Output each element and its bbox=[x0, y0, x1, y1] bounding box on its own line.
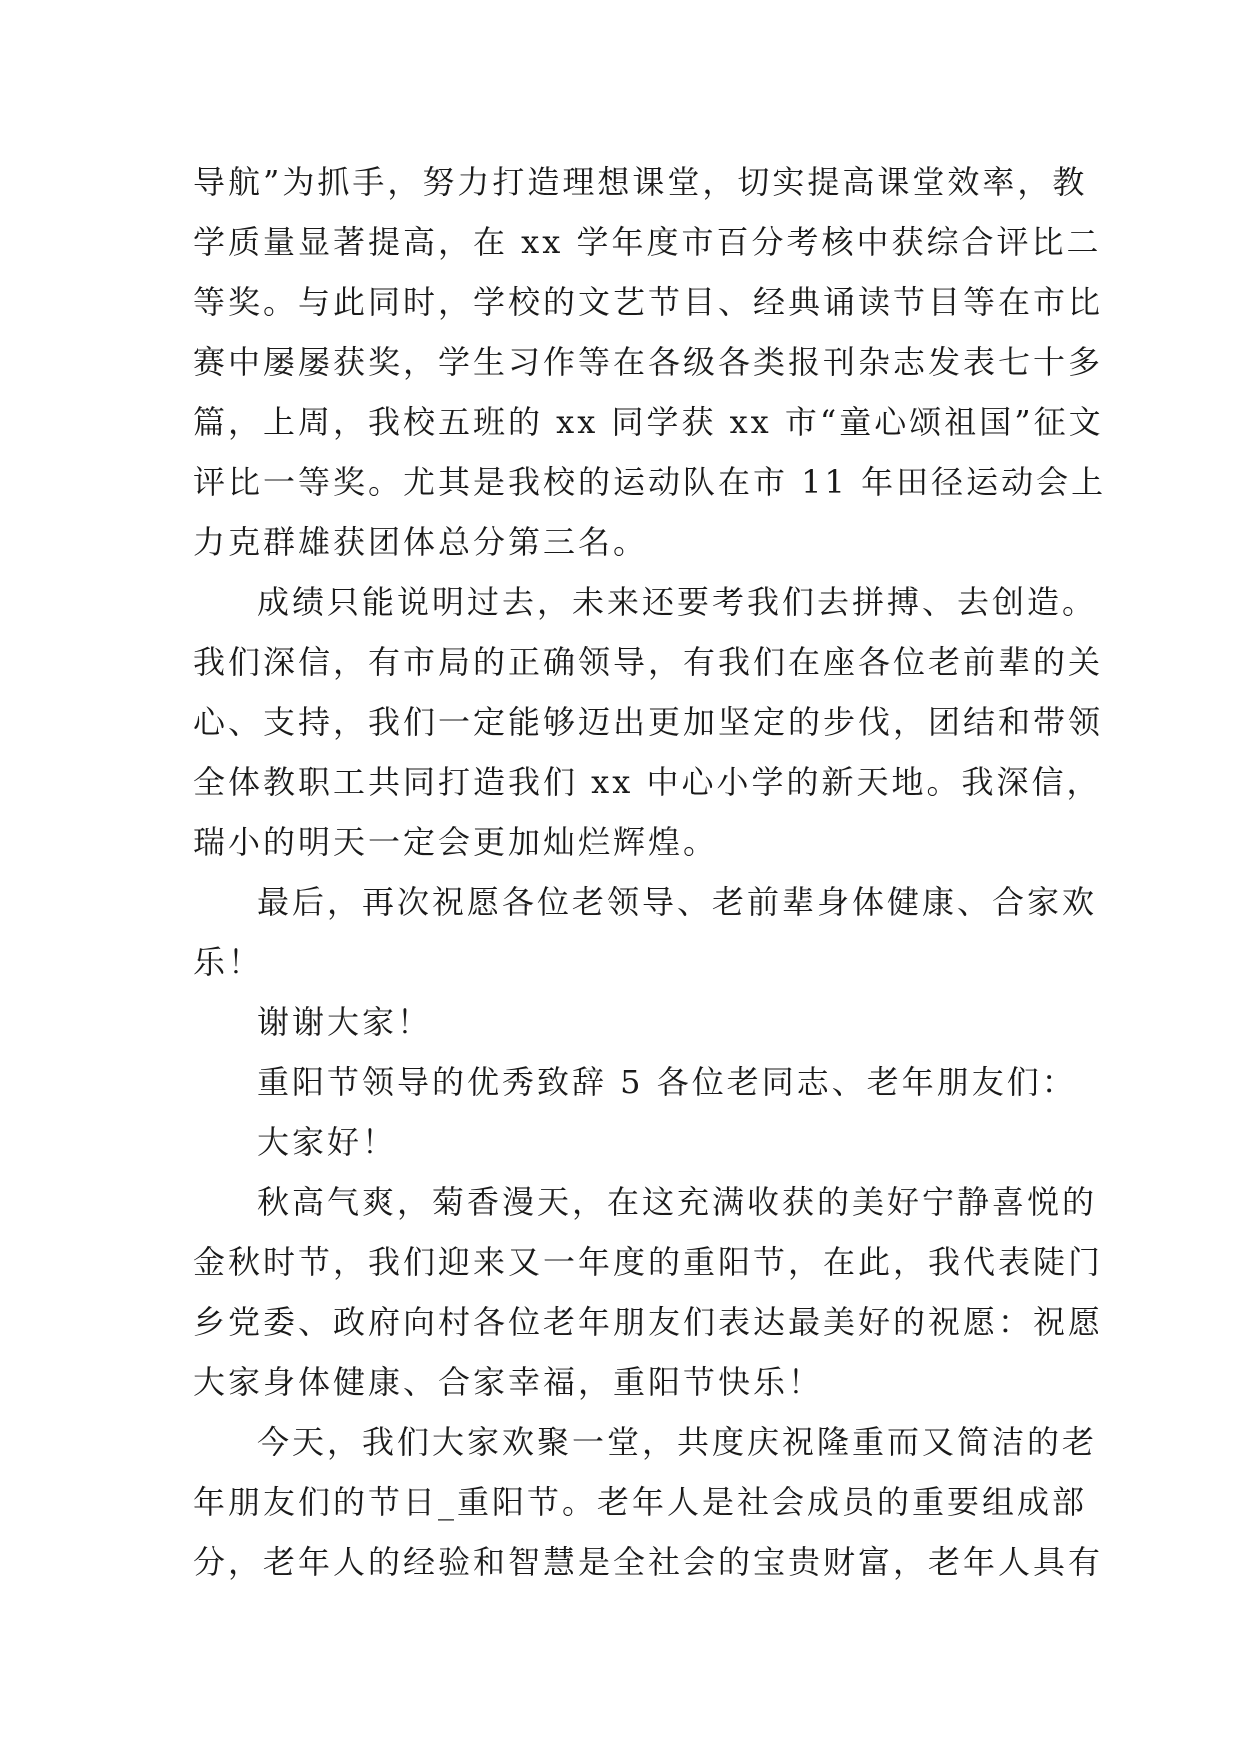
text-line: 乐！ bbox=[193, 943, 264, 981]
text-line: 分，老年人的经验和智慧是全社会的宝贵财富，老年人具有 bbox=[193, 1543, 1104, 1581]
paragraph-start-line: 秋高气爽，菊香漫天，在这充满收获的美好宁静喜悦的 bbox=[257, 1183, 1098, 1221]
text-line: 学质量显著提高，在 xx 学年度市百分考核中获综合评比二 bbox=[193, 223, 1102, 261]
section-heading-line: 重阳节领导的优秀致辞 5 各位老同志、老年朋友们： bbox=[257, 1063, 1077, 1101]
text-line: 金秋时节，我们迎来又一年度的重阳节，在此，我代表陡门 bbox=[193, 1243, 1104, 1281]
text-line: 篇，上周，我校五班的 xx 同学获 xx 市“童心颂祖国”征文 bbox=[193, 403, 1104, 441]
text-line: 等奖。与此同时，学校的文艺节目、经典诵读节目等在市比 bbox=[193, 283, 1104, 321]
text-line: 力克群雄获团体总分第三名。 bbox=[193, 523, 649, 561]
document-body bbox=[193, 152, 1107, 1592]
paragraph-start-line: 谢谢大家！ bbox=[257, 1003, 433, 1041]
text-line: 导航”为抓手，努力打造理想课堂，切实提高课堂效率，教 bbox=[193, 163, 1088, 201]
text-line: 瑞小的明天一定会更加灿烂辉煌。 bbox=[193, 823, 719, 861]
text-line: 评比一等奖。尤其是我校的运动队在市 11 年田径运动会上 bbox=[193, 463, 1107, 501]
paragraph-start-line: 成绩只能说明过去，未来还要考我们去拼搏、去创造。 bbox=[257, 583, 1098, 621]
text-line: 乡党委、政府向村各位老年朋友们表达最美好的祝愿：祝愿 bbox=[193, 1303, 1104, 1341]
paragraph-start-line: 最后，再次祝愿各位老领导、老前辈身体健康、合家欢 bbox=[257, 883, 1098, 921]
text-line: 赛中屡屡获奖，学生习作等在各级各类报刊杂志发表七十多 bbox=[193, 343, 1104, 381]
text-line: 心、支持，我们一定能够迈出更加坚定的步伐，团结和带领 bbox=[193, 703, 1104, 741]
text-line: 大家身体健康、合家幸福，重阳节快乐！ bbox=[193, 1363, 824, 1401]
text-line: 全体教职工共同打造我们 xx 中心小学的新天地。我深信， bbox=[193, 763, 1102, 801]
paragraph-start-line: 今天，我们大家欢聚一堂，共度庆祝隆重而又简洁的老 bbox=[257, 1423, 1098, 1461]
text-line: 年朋友们的节日_重阳节。老年人是社会成员的重要组成部 bbox=[193, 1483, 1088, 1521]
text-line: 我们深信，有市局的正确领导，有我们在座各位老前辈的关 bbox=[193, 643, 1104, 681]
greeting-line: 大家好！ bbox=[257, 1123, 398, 1161]
